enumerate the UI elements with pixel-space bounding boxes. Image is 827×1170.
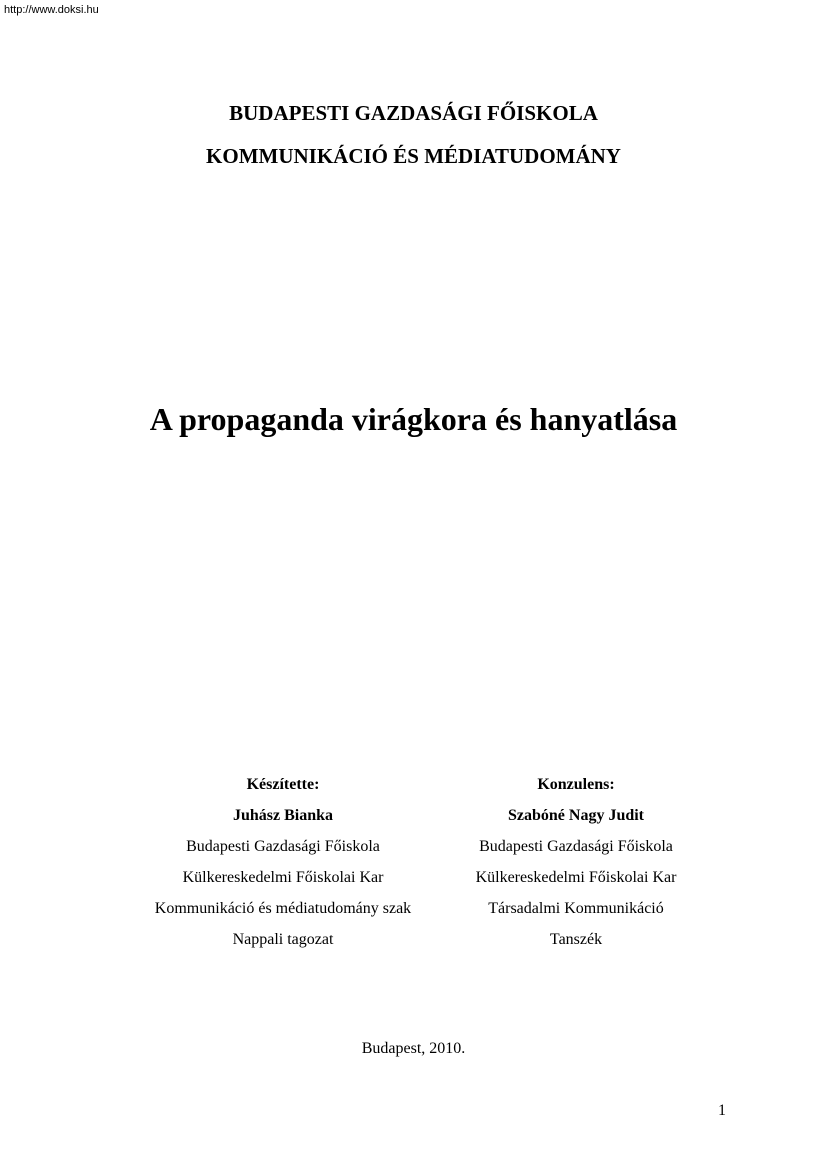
author-block	[133, 774, 433, 960]
consultant-heading: Konzulens:	[537, 776, 615, 793]
consultant-unit2: Tanszék	[549, 931, 603, 948]
consultant-name: Szabóné Nagy Judit	[507, 807, 645, 824]
author-faculty: Külkereskedelmi Főiskolai Kar	[182, 869, 384, 886]
author-heading: Készítette:	[246, 776, 320, 793]
consultant-block	[446, 774, 706, 960]
source-url: http://www.doksi.hu	[4, 4, 99, 16]
department-name: KOMMUNIKÁCIÓ ÉS MÉDIATUDOMÁNY	[206, 144, 621, 168]
author-mode: Nappali tagozat	[232, 931, 334, 948]
place-date: Budapest, 2010.	[361, 1040, 466, 1057]
page-number: 1	[718, 1102, 726, 1119]
author-major: Kommunikáció és médiatudomány szak	[154, 900, 412, 917]
institution-name: BUDAPESTI GAZDASÁGI FŐISKOLA	[229, 101, 598, 125]
author-name: Juhász Bianka	[232, 807, 334, 824]
consultant-school: Budapesti Gazdasági Főiskola	[479, 838, 673, 855]
thesis-title: A propaganda virágkora és hanyatlása	[149, 401, 678, 437]
consultant-unit: Társadalmi Kommunikáció	[488, 900, 664, 917]
author-school: Budapesti Gazdasági Főiskola	[186, 838, 380, 855]
consultant-faculty: Külkereskedelmi Főiskolai Kar	[475, 869, 677, 886]
